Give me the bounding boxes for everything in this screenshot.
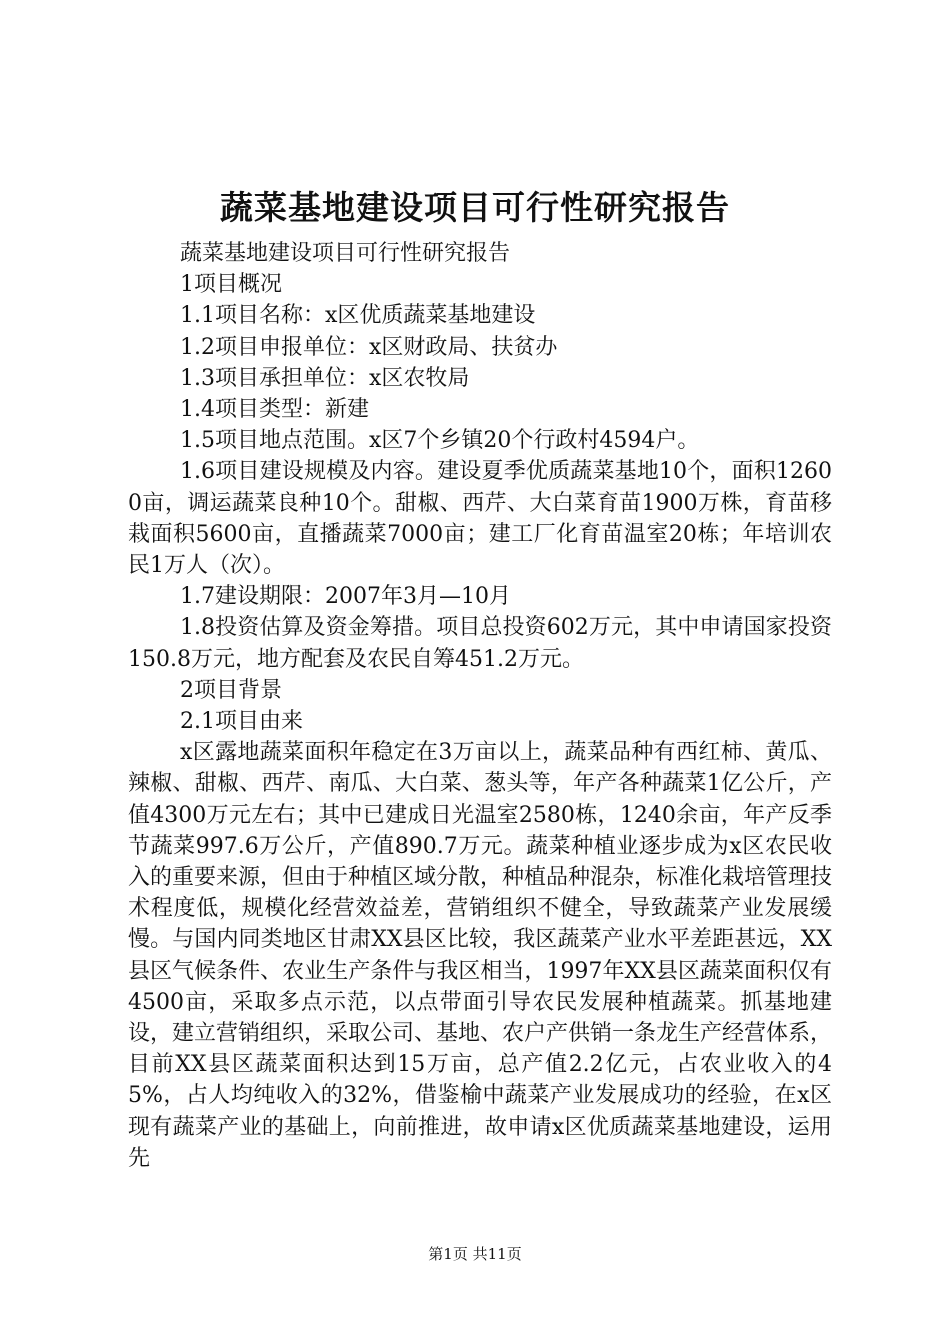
paragraph: 2项目背景 [180,677,282,703]
paragraph: 1.4项目类型：新建 [180,397,369,423]
paragraph: 1.1项目名称：x区优质蔬菜基地建设 [180,303,536,329]
page-footer: 第1页 共11页 [428,1245,522,1263]
paragraph: 1.8投资估算及资金筹措。项目总投资602万元，其中申请国家投资150.8万元，地方配套及农民自筹451.2万元。 [128,615,832,672]
paragraph: 1.5项目地点范围。x区7个乡镇20个行政村4594户。 [180,428,700,454]
paragraph: 1.6项目建设规模及内容。建设夏季优质蔬菜基地10个，面积12600亩，调运蔬菜良种10个。甜椒、西芹、大白菜育苗1900万株，育苗移栽面积5600亩，直播蔬菜7000亩；建工厂化育苗温室20栋；年培训农民1万人（次）。 [128,459,832,579]
document-body [128,238,832,1174]
paragraph: 1.2项目申报单位：x区财政局、扶贫办 [180,334,558,360]
document-title: 蔬菜基地建设项目可行性研究报告 [220,188,730,227]
paragraph: 2.1项目由来 [180,709,303,735]
paragraph: 1项目概况 [180,272,282,298]
paragraph: x区露地蔬菜面积年稳定在3万亩以上，蔬菜品种有西红柿、黄瓜、辣椒、甜椒、西芹、南瓜、大白菜、葱头等，年产各种蔬菜1亿公斤，产值4300万元左右；其中已建成日光温室2580栋，1240余亩，年产反季节蔬菜997.6万公斤，产值890.7万元。蔬菜种植业逐步成为x区农民收入的重要来源，但由于种植区域分散，种植品种混杂，标准化栽培管理技术程度低，规模化经营效益差，营销组织不健全，导致蔬菜产业发展缓慢。与国内同类地区甘肃XX县区比较，我区蔬菜产业水平差距甚远，XX县区气候条件、农业生产条件与我区相当，1997年XX县区蔬菜面积仅有4500亩，采取多点示范，以点带面引导农民发展种植蔬菜。抓基地建设，建立营销组织，采取公司、基地、农户产供销一条龙生产经营体系，目前XX县区蔬菜面积达到15万亩，总产值2.2亿元，占农业收入的45%，占人均纯收入的32%，借鉴榆中蔬菜产业发展成功的经验，在x区现有蔬菜产业的基础上，向前推进，故申请x区优质蔬菜基地建设，运用先 [128,740,833,1171]
paragraph: 1.3项目承担单位：x区农牧局 [180,365,470,391]
paragraph: 蔬菜基地建设项目可行性研究报告 [180,241,511,266]
paragraph: 1.7建设期限：2007年3月—10月 [180,584,511,610]
